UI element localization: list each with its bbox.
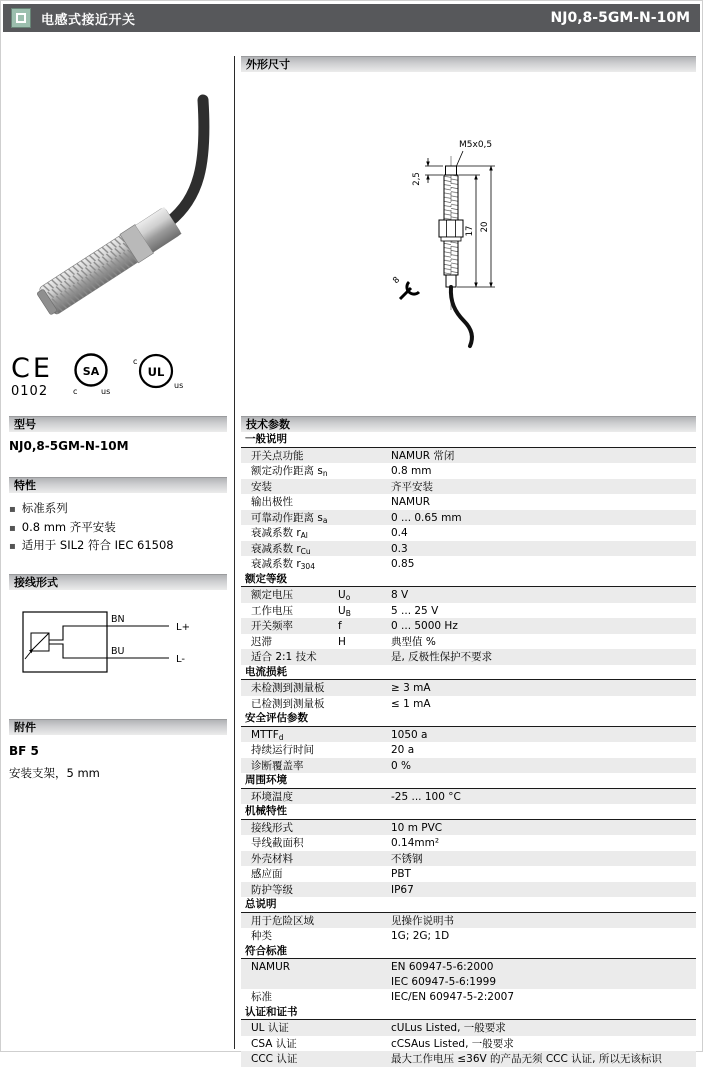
product-photo — [9, 70, 227, 338]
tech-row-value: 0.14mm² — [391, 837, 440, 849]
brand-cube-icon — [11, 8, 31, 28]
tech-row-value: PBT — [391, 868, 411, 880]
tech-row — [241, 820, 696, 836]
tech-row-symbol: $U_o$ — [338, 589, 351, 602]
ce-letters: CE — [11, 353, 53, 384]
tech-row — [241, 649, 696, 665]
tech-section-header: 周围环境 — [241, 773, 696, 789]
wiring-diagram — [9, 596, 227, 705]
cable — [169, 100, 204, 222]
csa-mark — [69, 350, 115, 398]
model-value: NJ0,8-5GM-N-10M — [9, 439, 129, 453]
tech-row-label: 适合 2:1 技术 — [251, 651, 317, 663]
dim-20-label: 20 — [480, 221, 490, 233]
tech-row — [241, 494, 696, 510]
tech-row — [241, 587, 696, 603]
tech-row-value: 是, 反极性保护不要求 — [391, 651, 493, 663]
l-plus-label: L+ — [176, 621, 190, 633]
tech-row — [241, 634, 696, 650]
tech-row — [241, 541, 696, 557]
tech-section-bar: 技术参数 — [241, 416, 696, 432]
tech-row-symbol: f — [338, 620, 342, 632]
svg-text:c: c — [132, 357, 138, 366]
svg-text:us: us — [100, 387, 111, 396]
tech-row-label: NAMUR — [251, 961, 291, 973]
wiring-diagram-image — [9, 596, 227, 701]
tech-row-label: 标准 — [251, 991, 272, 1003]
tech-row-label: 开关点功能 — [251, 449, 304, 462]
tech-row-value: ≥ 3 mA — [391, 682, 431, 694]
tech-row-label: 可靠动作距离 $s_a$ — [251, 511, 328, 525]
dim-2-5-label: 2,5 — [412, 172, 422, 186]
ce-number: 0102 — [11, 384, 49, 399]
tech-row-label: 环境温度 — [251, 790, 293, 803]
accessories-section-header: 附件 — [9, 719, 227, 735]
tech-row-value: 20 a — [391, 744, 415, 756]
tech-row-label: UL 认证 — [251, 1022, 289, 1034]
tech-row — [241, 758, 696, 774]
tech-row — [241, 989, 696, 1005]
tech-row-value: 0.3 — [391, 542, 408, 555]
tech-row-symbol: $U_B$ — [338, 604, 351, 618]
tech-row — [241, 448, 696, 464]
tech-row-label: 防护等级 — [251, 883, 293, 896]
feature-item: ▪ 0.8 mm 齐平安装 — [9, 519, 227, 538]
tech-row-label: 已检测到测量板 — [251, 697, 325, 710]
tech-row — [241, 866, 696, 882]
tech-row — [241, 742, 696, 758]
tech-row — [241, 913, 696, 929]
left-column — [9, 56, 227, 781]
tech-row-label: 输出极性 — [251, 496, 293, 508]
tech-row-value: 最大工作电压 ≤36V 的产品无须 CCC 认证, 所以无该标识 — [391, 1053, 662, 1065]
tech-row-value: 8 V — [391, 589, 409, 601]
feature-item: ▪ 适用于 SIL2 符合 IEC 61508 — [9, 537, 227, 556]
part-number: NJ0,8-5GM-N-10M — [550, 10, 690, 26]
tech-row — [241, 1020, 696, 1036]
tech-row-value: 1050 a — [391, 728, 428, 741]
tech-row-value: 典型值 % — [391, 635, 436, 648]
tech-row-value: ≤ 1 mA — [391, 697, 431, 710]
tech-row — [241, 510, 696, 526]
tech-row — [241, 680, 696, 696]
tech-table — [241, 432, 696, 1067]
connection-section-header: 接线形式 — [9, 574, 227, 590]
tech-row-label: 衰减系数 $r_{Al}$ — [251, 527, 308, 540]
svg-text:UL: UL — [147, 365, 165, 379]
tech-row-label: 迟滞 H — [251, 635, 346, 648]
tech-row — [241, 1051, 696, 1067]
tech-row-label: 持续运行时间 — [251, 744, 314, 756]
column-divider — [234, 56, 235, 1049]
tech-row-value: NAMUR — [391, 496, 431, 508]
tech-row-value: 0.85 — [391, 558, 415, 570]
tech-row-label: 导线截面积 — [251, 837, 304, 849]
tech-row-value: 5 ... 25 V — [391, 604, 439, 617]
tech-row-value: 0 % — [391, 759, 411, 772]
tech-row-value: cCSAus Listed, 一般要求 — [391, 1037, 514, 1050]
tech-row-value: NAMUR 常闭 — [391, 449, 455, 462]
tech-row — [241, 835, 696, 851]
tech-row-label: 衰减系数 $r_{Cu}$ — [251, 542, 311, 556]
tech-row-value: 0.8 mm — [391, 465, 432, 477]
tech-row-value: 1G; 2G; 1D — [391, 930, 450, 942]
tech-row — [241, 556, 696, 572]
tech-section-header: 认证和证书 — [241, 1005, 696, 1021]
dim-17-label: 17 — [465, 225, 475, 237]
features-section-header: 特性 — [9, 477, 227, 493]
tech-row-value: IP67 — [391, 883, 414, 896]
wrench-size-label: 8 — [391, 275, 403, 287]
svg-text:c: c — [72, 387, 78, 396]
certification-logos — [11, 342, 227, 398]
tech-row-label: 外壳材料 — [251, 852, 293, 865]
tech-section-header: 机械特性 — [241, 804, 696, 820]
tech-row-label: 接线形式 — [251, 821, 293, 834]
ul-mark — [131, 350, 183, 398]
right-column — [241, 56, 696, 1067]
tech-row — [241, 525, 696, 541]
dimension-drawing — [241, 72, 696, 416]
product-photo-image — [9, 70, 227, 338]
tech-row — [241, 696, 696, 712]
feature-item: ▪ 标准系列 — [9, 500, 227, 519]
tech-row-label: 种类 — [251, 930, 272, 942]
features-list — [9, 500, 227, 556]
tech-row-label: 工作电压 $U_B$ — [251, 604, 351, 618]
thread-label: M5x0,5 — [459, 140, 493, 150]
tech-row-label: 额定动作距离 $s_n$ — [251, 465, 328, 478]
tech-row — [241, 959, 696, 989]
accessory-name: BF 5 — [9, 743, 39, 758]
tech-row-label: 衰减系数 $r_{304}$ — [251, 558, 315, 571]
tech-row-label: 安装 — [251, 480, 272, 493]
svg-text:us: us — [173, 381, 184, 390]
tech-row-label: 诊断覆盖率 — [251, 759, 304, 772]
tech-row — [241, 851, 696, 867]
tech-row-value: cULus Listed, 一般要求 — [391, 1022, 506, 1034]
ce-mark — [11, 355, 53, 398]
tech-row-label: CSA 认证 — [251, 1037, 297, 1050]
tech-section-header: 符合标准 — [241, 944, 696, 960]
page-title: 电感式接近开关 — [41, 12, 136, 28]
tech-row-value: -25 ... 100 °C — [391, 790, 461, 803]
tech-row-value: 0 ... 0.65 mm — [391, 511, 462, 524]
wrench-icon — [407, 282, 419, 294]
tech-row-value: 不锈钢 — [391, 852, 423, 865]
tech-row — [241, 479, 696, 495]
wire-bu-label: BU — [111, 645, 125, 657]
tech-row-value: 齐平安装 — [391, 480, 433, 493]
tech-section-header: 一般说明 — [241, 432, 696, 448]
tech-row-value: 10 m PVC — [391, 821, 443, 834]
tech-row-value: IEC/EN 60947-5-2:2007 — [391, 991, 515, 1003]
tech-row — [241, 1036, 696, 1052]
svg-text:SA: SA — [82, 365, 100, 378]
dimension-drawing-image — [381, 132, 611, 392]
model-section-header: 型号 — [9, 416, 227, 432]
tech-row — [241, 789, 696, 805]
tech-row-label: 未检测到测量板 — [251, 682, 325, 694]
wire-bn-label: BN — [111, 613, 125, 625]
tech-row — [241, 727, 696, 743]
tech-section-header: 额定等级 — [241, 572, 696, 588]
tech-section-header: 安全评估参数 — [241, 711, 696, 727]
accessory-description: 安装支架，5 mm — [9, 765, 100, 780]
tech-row — [241, 882, 696, 898]
tech-row-label: 开关频率 f — [251, 620, 342, 632]
tech-row-label: 额定电压 $U_o$ — [251, 589, 351, 602]
l-minus-label: L- — [176, 653, 186, 665]
tech-row — [241, 618, 696, 634]
dimensions-section-header: 外形尺寸 — [241, 56, 696, 72]
tech-row — [241, 928, 696, 944]
tech-row-value: 0.4 — [391, 527, 408, 539]
tech-row-label: 用于危险区域 — [251, 914, 314, 927]
tech-row — [241, 603, 696, 619]
tech-row — [241, 463, 696, 479]
tech-row-label: 感应面 — [251, 868, 283, 880]
tech-section-header: 电流损耗 — [241, 665, 696, 681]
tech-row-symbol: H — [338, 635, 346, 648]
tech-row-label: CCC 认证 — [251, 1053, 298, 1065]
header-bar — [3, 4, 700, 32]
tech-section-header: 总说明 — [241, 897, 696, 913]
tech-row-label: $MTTF_d$ — [251, 728, 284, 742]
tech-row-value: 0 ... 5000 Hz — [391, 620, 458, 632]
tech-row-value: EN 60947-5-6:2000 IEC 60947-5-6:1999 — [391, 961, 496, 988]
tech-row-value: 见操作说明书 — [391, 914, 454, 927]
